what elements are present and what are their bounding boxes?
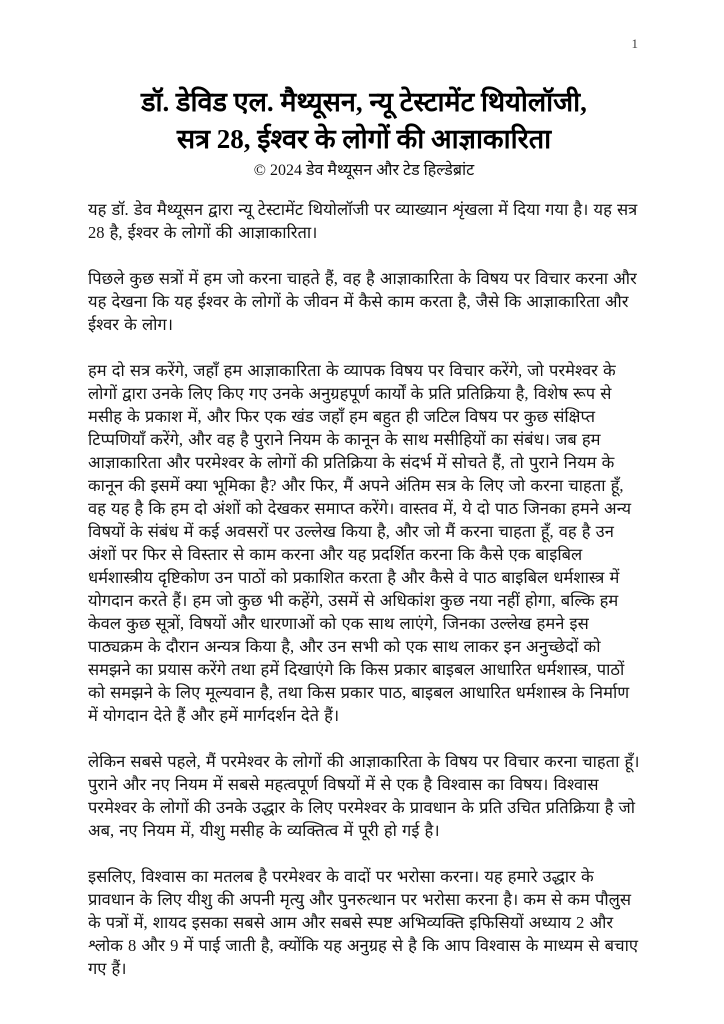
copyright-line: © 2024 डेव मैथ्यूसन और टेड हिल्डेब्रांट [253, 162, 475, 179]
paragraph-faith-theme: लेकिन सबसे पहले, मैं परमेश्वर के लोगों की आज्ञाकारिता के विषय पर विचार करना चाहता हूँ। पुराने और नए नियम में सबसे महत्वपूर्ण विषयों में से एक है विश्वास का विषय। विश्वास परमेश्वर के लोगों की उनके उद्धार के लिए परमेश्वर के प्रावधान के प्रति उचित प्रतिक्रिया है जो अब, नए नियम में, यीशु मसीह के व्यक्तित्व में पूरी हो गई है। [88, 752, 640, 840]
paragraph-faith-meaning: इसलिए, विश्वास का मतलब है परमेश्वर के वादों पर भरोसा करना। यह हमारे उद्धार के प्रावधान के लिए यीशु की अपनी मृत्यु और पुनरुत्थान पर भरोसा करना है। कम से कम पौलुस के पत्रों में, शायद इसका सबसे आम और सबसे स्पष्ट अभिव्यक्ति इफिसियों अध्याय 2 और श्लोक 8 और 9 में पाई जाती है, क्योंकि यह अनुग्रह से है कि आप विश्वास के माध्यम से बचाए गए हैं। [88, 867, 638, 978]
paragraph-session-plan: हम दो सत्र करेंगे, जहाँ हम आज्ञाकारिता के व्यापक विषय पर विचार करेंगे, जो परमेश्वर के लोगों द्वारा उनके लिए किए गए उनके अनुग्रहपूर्ण कार्यों के प्रति प्रतिक्रिया है, विशेष रूप से मसीह के प्रकाश में, और फिर एक खंड जहाँ हम बहुत ही जटिल विषय पर कुछ संक्षिप्त टिप्पणियाँ करेंगे, और वह है पुराने नियम के कानून के साथ मसीहियों का संबंध। जब हम आज्ञाकारिता और परमेश्वर के लोगों की प्रतिक्रिया के संदर्भ में सोचते हैं, तो पुराने नियम के कानून की इसमें क्या भूमिका है? और फिर, मैं अपने अंतिम सत्र के लिए जो करना चाहता हूँ, वह यह है कि हम दो अंशों को देखकर समाप्त करेंगे। वास्तव में, ये दो पाठ जिनका हमने अन्य विषयों के संबंध में कई अवसरों पर उल्लेख किया है, और जो मैं करना चाहता हूँ, वह है उन अंशों पर फिर से विस्तार से काम करना और यह प्रदर्शित करना कि कैसे एक बाइबिल धर्मशास्त्रीय दृष्टिकोण उन पाठों को प्रकाशित करता है और कैसे वे पाठ बाइबिल धर्मशास्त्र में योगदान करते हैं। हम जो कुछ भी कहेंगे, उसमें से अधिकांश कुछ नया नहीं होगा, बल्कि हम केवल कुछ सूत्रों, विषयों और धारणाओं को एक साथ लाएंगे, जिनका उल्लेख हमने इस पाठ्यक्रम के दौरान अन्यत्र किया है, और उन सभी को एक साथ लाकर इन अनुच्छेदों को समझने का प्रयास करेंगे तथा हमें दिखाएंगे कि किस प्रकार बाइबल आधारित धर्मशास्त्र, पाठों को समझने के लिए मूल्यवान है, तथा किस प्रकार पाठ, बाइबल आधारित धर्मशास्त्र के निर्माण में योगदान देते हैं और हमें मार्गदर्शन देते हैं। [88, 361, 632, 725]
paragraph-intro: यह डॉ. डेव मैथ्यूसन द्वारा न्यू टेस्टामेंट थियोलॉजी पर व्याख्यान शृंखला में दिया गया है। यह सत्र 28 है, ईश्वर के लोगों की आज्ञाकारिता। [88, 200, 638, 242]
page-content [88, 84, 640, 1003]
page-title-line-2: सत्र 28, ईश्वर के लोगों की आज्ञाकारिता [176, 124, 552, 154]
page-number: 1 [631, 36, 638, 51]
body-text [88, 198, 640, 980]
page-title [88, 84, 640, 158]
page-title-line-1: डॉ. डेविड एल. मैथ्यूसन, न्यू टेस्टामेंट थियोलॉजी, [141, 87, 587, 117]
paragraph-previous-sessions: पिछले कुछ सत्रों में हम जो करना चाहते हैं, वह है आज्ञाकारिता के विषय पर विचार करना और यह देखना कि यह ईश्वर के लोगों के जीवन में कैसे काम करता है, जैसे कि आज्ञाकारिता और ईश्वर के लोग। [88, 269, 637, 334]
